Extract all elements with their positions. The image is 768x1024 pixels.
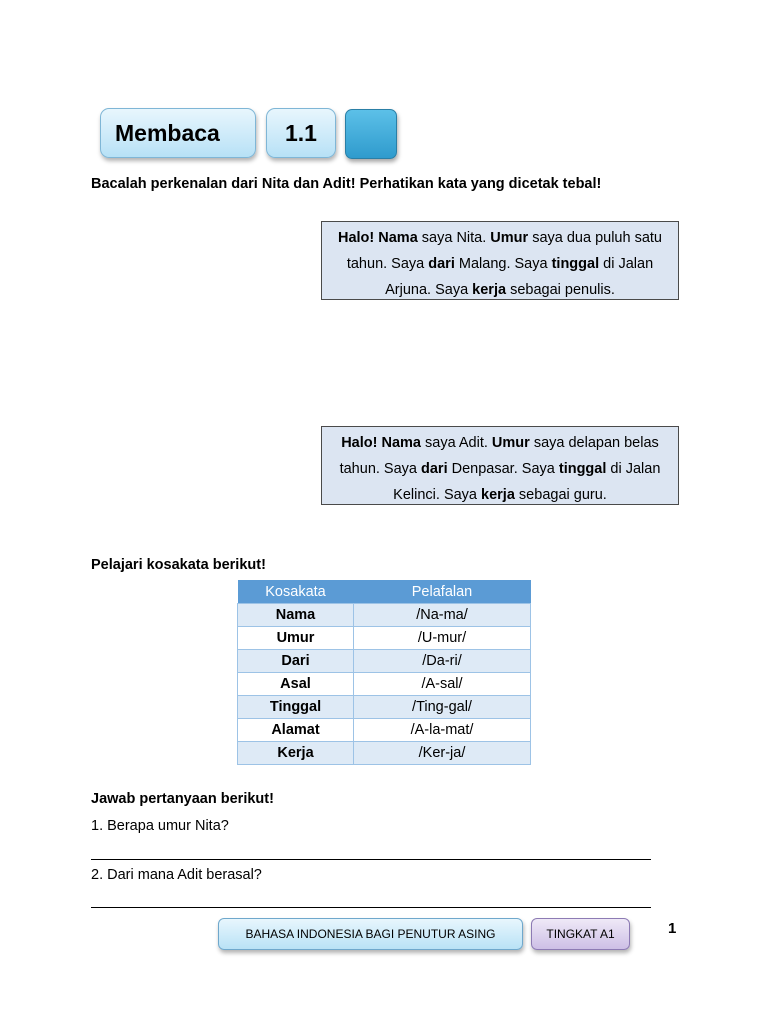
vocab-word: Asal	[238, 673, 354, 696]
footer-level-badge	[531, 918, 630, 950]
vocab-row	[238, 627, 531, 650]
vocab-pronunciation: /Da-ri/	[354, 650, 531, 673]
text-segment: di Jalan Arjuna. Saya	[385, 256, 654, 298]
vocab-word: Nama	[238, 604, 354, 627]
section-title-badge	[100, 108, 256, 158]
vocab-pronunciation: /A-la-mat/	[354, 719, 531, 742]
bold-word: kerja	[472, 282, 507, 298]
bold-word: Halo!	[341, 435, 382, 451]
text-segment: Malang. Saya	[454, 256, 552, 272]
section-number: 1.1	[285, 120, 317, 146]
vocab-word: Umur	[238, 627, 354, 650]
footer-level: TINGKAT A1	[546, 927, 615, 941]
bold-word: tinggal	[558, 461, 607, 477]
questions-instruction: Jawab pertanyaan berikut!	[91, 791, 274, 807]
section-color-square	[345, 109, 397, 159]
vocab-row	[238, 673, 531, 696]
bold-word: Umur	[491, 435, 530, 451]
text-segment: saya Nita.	[417, 230, 491, 246]
bold-word: Nama	[381, 435, 421, 451]
intro-box-adit	[321, 426, 679, 505]
vocab-row	[238, 719, 531, 742]
vocab-pronunciation: /A-sal/	[354, 673, 531, 696]
bold-word: Nama	[378, 230, 418, 246]
text-segment: di Jalan Kelinci. Saya	[393, 461, 661, 503]
footer-course-badge	[218, 918, 523, 950]
vocab-word: Kerja	[238, 742, 354, 765]
vocab-word: Tinggal	[238, 696, 354, 719]
vocab-pronunciation: /Na-ma/	[354, 604, 531, 627]
bold-word: Halo!	[337, 230, 379, 246]
answer-line-1[interactable]	[91, 859, 651, 860]
vocab-header-pronunciation: Pelafalan	[354, 580, 531, 604]
text-segment: sebagai guru.	[514, 487, 607, 503]
intro-box-nita	[321, 221, 679, 300]
answer-line-2[interactable]	[91, 907, 651, 908]
question-2: 2. Dari mana Adit berasal?	[91, 867, 262, 883]
vocab-header-word: Kosakata	[238, 580, 354, 604]
section-number-badge	[266, 108, 336, 158]
bold-word: kerja	[481, 487, 515, 503]
vocab-table-body	[238, 604, 531, 765]
vocab-row	[238, 650, 531, 673]
bold-word: dari	[421, 461, 448, 477]
bold-word: tinggal	[551, 256, 600, 272]
text-segment: sebagai penulis.	[506, 282, 615, 298]
reading-instruction: Bacalah perkenalan dari Nita dan Adit! Perhatikan kata yang dicetak tebal!	[91, 176, 602, 192]
bold-word: dari	[428, 256, 455, 272]
bold-word: Umur	[490, 230, 529, 246]
vocab-header-row	[238, 580, 531, 604]
footer-course: BAHASA INDONESIA BAGI PENUTUR ASING	[245, 927, 496, 941]
vocab-row	[238, 696, 531, 719]
vocab-row	[238, 604, 531, 627]
text-segment: saya delapan belas tahun. Saya	[339, 435, 659, 477]
vocab-instruction: Pelajari kosakata berikut!	[91, 557, 266, 573]
vocab-table	[237, 580, 531, 765]
vocab-pronunciation: /Ting-gal/	[354, 696, 531, 719]
vocab-word: Dari	[238, 650, 354, 673]
vocab-pronunciation: /Ker-ja/	[354, 742, 531, 765]
text-segment: saya dua puluh satu tahun. Saya	[346, 230, 662, 272]
vocab-pronunciation: /U-mur/	[354, 627, 531, 650]
section-title: Membaca	[115, 120, 220, 146]
text-segment: saya Adit.	[420, 435, 492, 451]
page-number: 1	[668, 920, 677, 937]
question-1: 1. Berapa umur Nita?	[91, 818, 229, 834]
vocab-row	[238, 742, 531, 765]
text-segment: Denpasar. Saya	[447, 461, 559, 477]
vocab-word: Alamat	[238, 719, 354, 742]
